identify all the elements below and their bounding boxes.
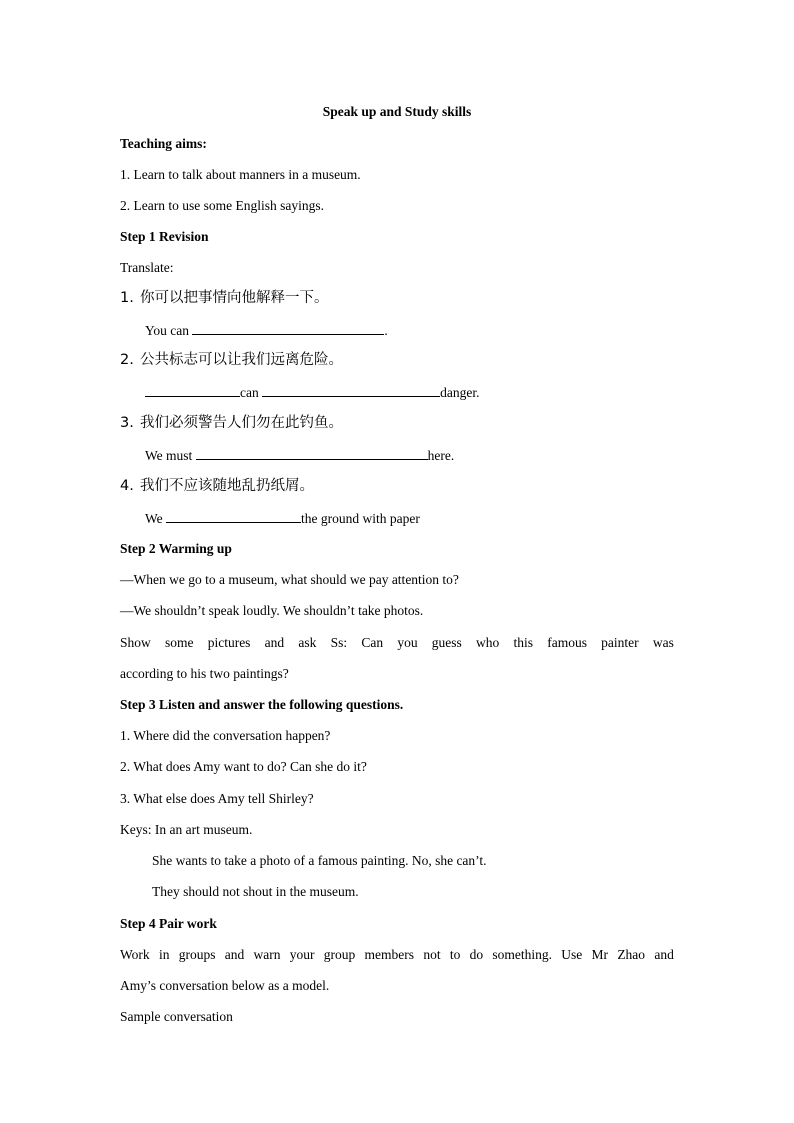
question-1-chinese	[120, 289, 329, 307]
page-title: Speak up and Study skills	[322, 104, 472, 119]
step2-heading: Step 2 Warming up	[120, 541, 232, 556]
question-number: 4.	[120, 478, 134, 494]
question-2-chinese	[120, 351, 343, 369]
step4-paragraph-end: Amy’s conversation below as a model.	[120, 978, 330, 993]
word: in	[158, 947, 170, 962]
word: and	[264, 635, 285, 650]
step3-question-2: 2. What does Amy want to do? Can she do it?	[120, 759, 367, 774]
word: some	[164, 635, 194, 650]
answer-blank[interactable]	[262, 383, 440, 397]
step4-heading: Step 4 Pair work	[120, 916, 217, 931]
word: guess	[431, 635, 462, 650]
word: group	[323, 947, 356, 962]
answer-suffix: .	[384, 323, 388, 338]
word: Work	[120, 947, 150, 962]
question-4-answer	[145, 509, 420, 528]
word: pictures	[207, 635, 251, 650]
aim-item-1: 1. Learn to talk about manners in a museum.	[120, 167, 361, 182]
answer-middle: can	[240, 385, 259, 400]
word: and	[654, 947, 674, 962]
word: famous	[547, 635, 587, 650]
question-number: 2.	[120, 352, 134, 368]
key-answer-3: They should not shout in the museum.	[152, 884, 359, 899]
question-1-answer	[145, 321, 388, 340]
word: Can	[361, 635, 384, 650]
answer-prefix: You can	[145, 323, 190, 338]
word: Zhao	[617, 947, 646, 962]
word: something.	[492, 947, 553, 962]
question-text: 公共标志可以让我们远离危险。	[140, 352, 343, 368]
answer-blank[interactable]	[192, 321, 384, 335]
question-text: 我们必须警告人们勿在此钓鱼。	[140, 415, 343, 431]
key-answer-2: She wants to take a photo of a famous painting. No, she can’t.	[152, 853, 487, 868]
word: painter	[601, 635, 639, 650]
word: was	[652, 635, 674, 650]
answer-blank[interactable]	[145, 383, 240, 397]
word: Mr	[591, 947, 609, 962]
dialogue-line-2: —We shouldn’t speak loudly. We shouldn’t take photos.	[120, 603, 424, 618]
answer-suffix: danger.	[440, 385, 480, 400]
aim-item-2: 2. Learn to use some English sayings.	[120, 198, 324, 213]
answer-suffix: the ground with paper	[301, 511, 420, 526]
step2-paragraph-line	[120, 634, 674, 652]
step3-heading: Step 3 Listen and answer the following questions.	[120, 697, 404, 712]
word: to	[449, 947, 461, 962]
word: groups	[178, 947, 216, 962]
question-number: 3.	[120, 415, 134, 431]
answer-prefix: We	[145, 511, 163, 526]
word: Use	[561, 947, 583, 962]
word: do	[469, 947, 484, 962]
word: and	[224, 947, 245, 962]
word: you	[397, 635, 418, 650]
answer-prefix: We must	[145, 448, 193, 463]
question-text: 我们不应该随地乱扔纸屑。	[140, 478, 314, 494]
word: warn	[253, 947, 281, 962]
answer-suffix: here.	[427, 448, 455, 463]
word: who	[476, 635, 500, 650]
dialogue-line-1: —When we go to a museum, what should we pay attention to?	[120, 572, 459, 587]
word: Show	[120, 635, 151, 650]
question-2-answer	[145, 383, 479, 402]
question-text: 你可以把事情向他解释一下。	[140, 290, 329, 306]
question-3-answer	[145, 446, 454, 465]
step1-heading: Step 1 Revision	[120, 229, 209, 244]
keys-label: Keys: In an art museum.	[120, 822, 253, 837]
word: not	[423, 947, 441, 962]
answer-blank[interactable]	[166, 509, 301, 523]
step2-paragraph-end: according to his two paintings?	[120, 666, 289, 681]
question-3-chinese	[120, 414, 343, 432]
word: ask	[298, 635, 317, 650]
question-number: 1.	[120, 290, 134, 306]
translate-label: Translate:	[120, 260, 174, 275]
word: this	[513, 635, 533, 650]
answer-blank[interactable]	[196, 446, 428, 460]
teaching-aims-heading: Teaching aims:	[120, 136, 207, 151]
word: your	[289, 947, 315, 962]
step3-question-3: 3. What else does Amy tell Shirley?	[120, 791, 314, 806]
word: members	[364, 947, 415, 962]
word: Ss:	[330, 635, 348, 650]
sample-conversation-label: Sample conversation	[120, 1009, 233, 1024]
step4-paragraph-line	[120, 946, 674, 964]
step3-question-1: 1. Where did the conversation happen?	[120, 728, 331, 743]
question-4-chinese	[120, 477, 314, 495]
